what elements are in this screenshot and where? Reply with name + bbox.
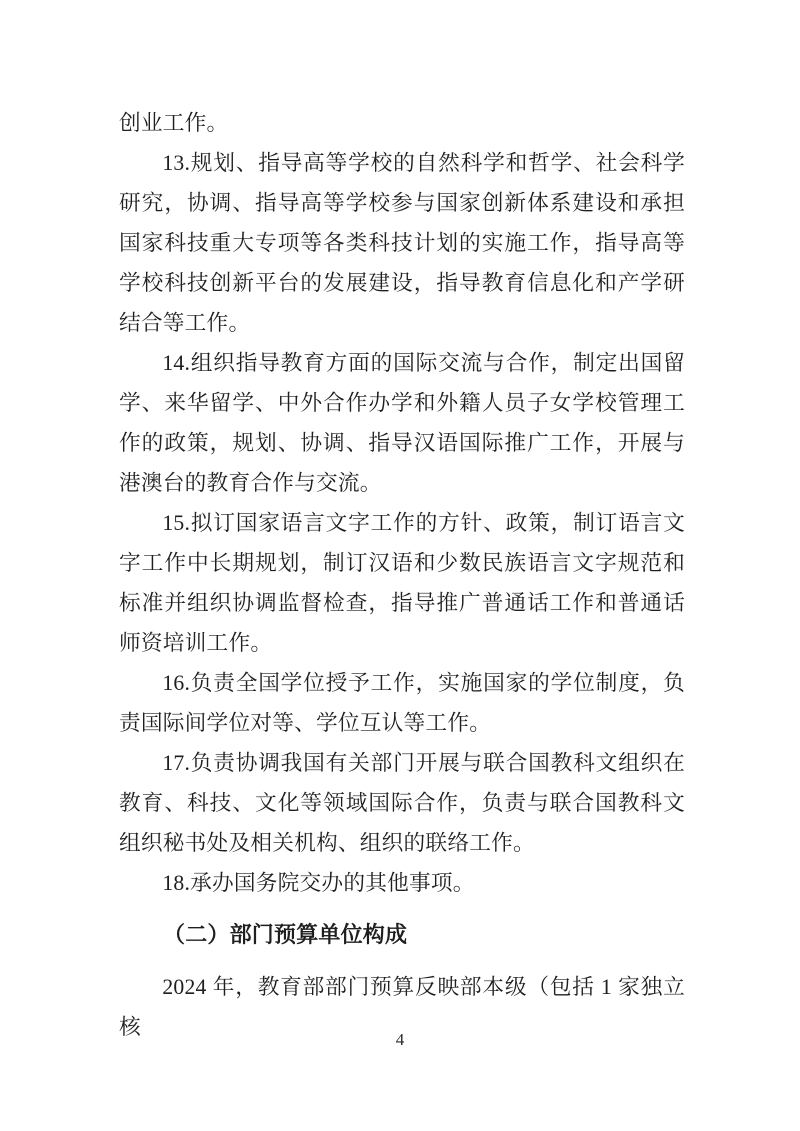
paragraph-continuation-tail: 创业工作。 xyxy=(119,111,229,135)
paragraph-budget-2024-intro: 2024 年，教育部部门预算反映部本级（包括 1 家独立核 xyxy=(119,975,685,1039)
page-number: 4 xyxy=(395,1030,405,1049)
document-body xyxy=(119,103,685,1047)
duty-item-13: 13.规划、指导高等学校的自然科学和哲学、社会科学研究，协调、指导高等学校参与国家创新体系建设和承担国家科技重大专项等各类科技计划的实施工作，指导高等学校科技创新平台的发展建设，指导教育信息化和产学研结合等工作。 xyxy=(119,151,685,335)
duty-item-15: 15.拟订国家语言文字工作的方针、政策，制订语言文字工作中长期规划，制订汉语和少数民族语言文字规范和标准并组织协调监督检查，指导推广普通话工作和普通话师资培训工作。 xyxy=(119,511,685,655)
duty-item-16: 16.负责全国学位授予工作，实施国家的学位制度，负责国际间学位对等、学位互认等工作。 xyxy=(119,671,685,735)
section-heading-budget-unit-composition: （二）部门预算单位构成 xyxy=(163,922,408,947)
duty-item-14: 14.组织指导教育方面的国际交流与合作，制定出国留学、来华留学、中外合作办学和外籍人员子女学校管理工作的政策，规划、协调、指导汉语国际推广工作，开展与港澳台的教育合作与交流。 xyxy=(119,351,685,495)
duty-item-17: 17.负责协调我国有关部门开展与联合国教科文组织在教育、科技、文化等领域国际合作，负责与联合国教科文组织秘书处及相关机构、组织的联络工作。 xyxy=(119,751,685,855)
duty-item-18: 18.承办国务院交办的其他事项。 xyxy=(162,871,475,895)
